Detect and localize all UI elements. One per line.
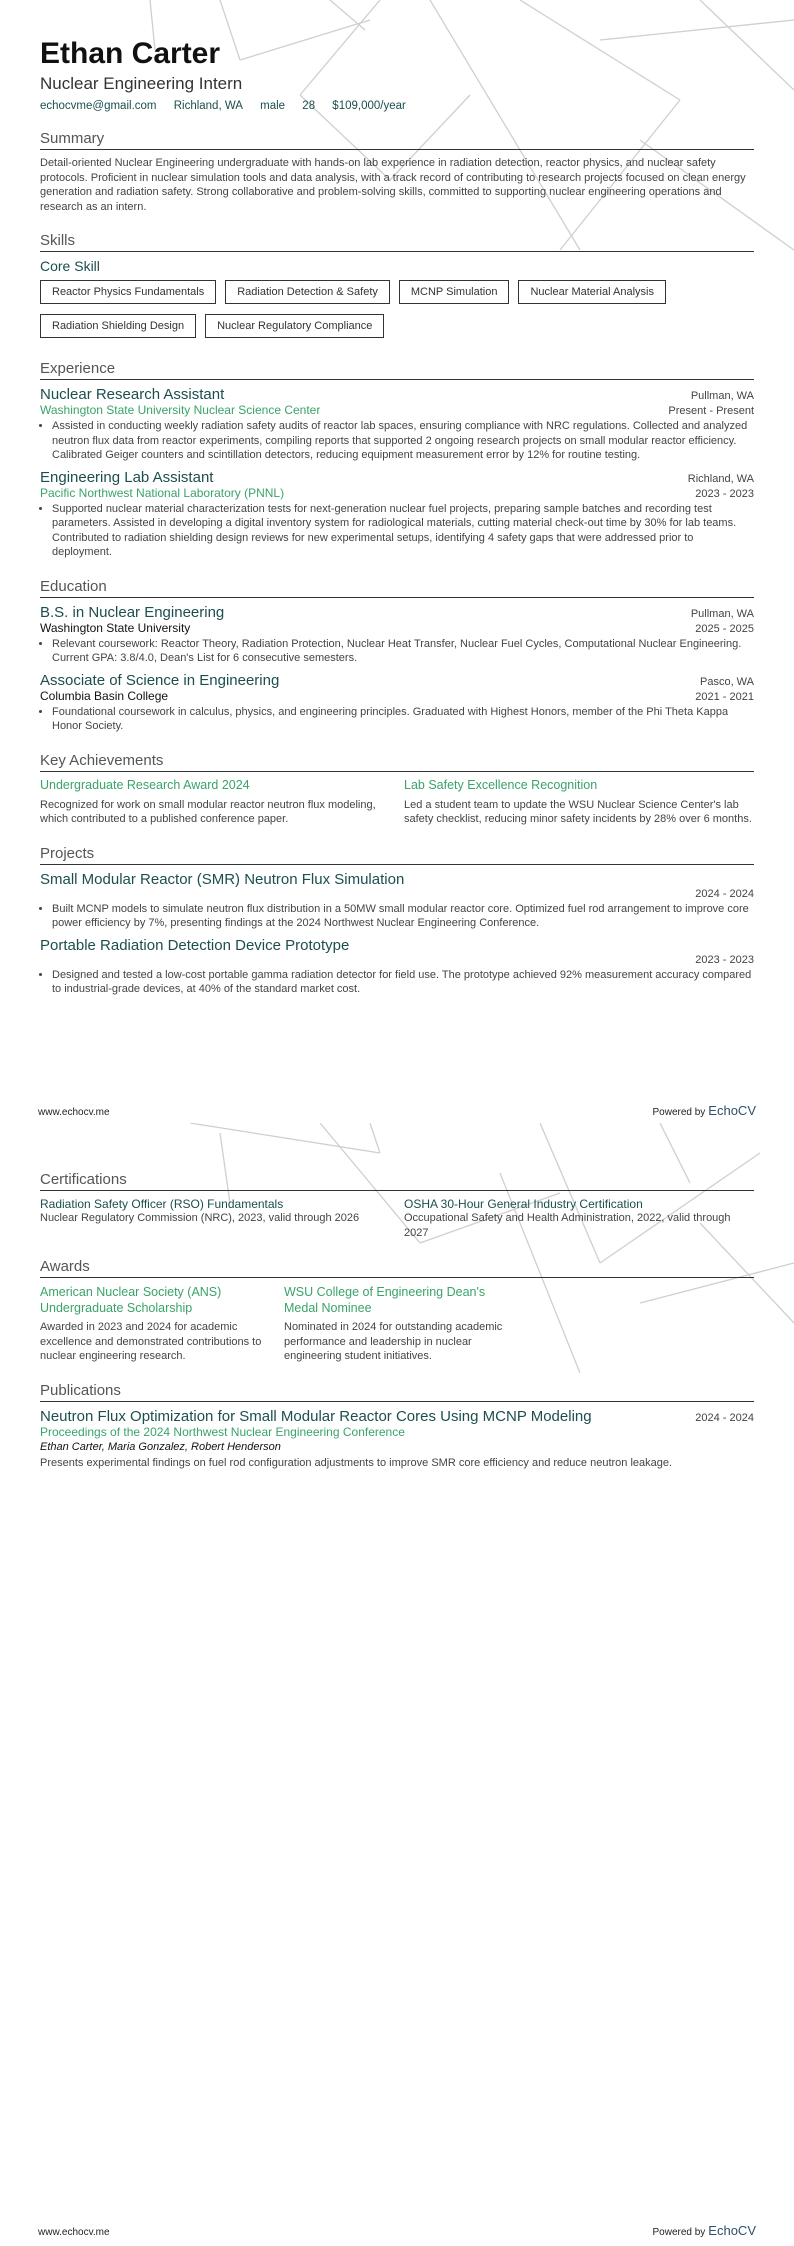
projects-heading: Projects bbox=[40, 845, 754, 865]
experience-item bbox=[40, 469, 754, 560]
achievement-title: Lab Safety Excellence Recognition bbox=[404, 777, 598, 792]
echocv-brand-link[interactable]: EchoCV bbox=[708, 1103, 756, 1118]
experience-location: Pullman, WA bbox=[690, 390, 754, 402]
email-link[interactable]: echocvme@gmail.com bbox=[40, 100, 157, 112]
certification-item bbox=[404, 1197, 754, 1240]
echocv-brand-link[interactable]: EchoCV bbox=[708, 2223, 756, 2238]
award-item bbox=[40, 1284, 270, 1364]
summary-text: Detail-oriented Nuclear Engineering undergraduate with hands-on lab experience in radiation detection, reactor physics, and nuclear safety protocols. Proficient in nuclear simulation tools and data analysis, with a track record of contributing to research projects focused on clean energy generation and radiation safety. Strong collaborative and problem-solving skills, committed to supporting nuclear engineering operations and research as an intern. bbox=[40, 157, 746, 213]
experience-dates: 2023 - 2023 bbox=[695, 487, 754, 500]
education-title: B.S. in Nuclear Engineering bbox=[40, 603, 225, 621]
publication-item bbox=[40, 1408, 754, 1469]
publication-title: Neutron Flux Optimization for Small Modular Reactor Cores Using MCNP Modeling bbox=[40, 1407, 592, 1425]
publication-authors: Ethan Carter, Maria Gonzalez, Robert Henderson bbox=[40, 1440, 281, 1453]
skills-group-title: Core Skill bbox=[40, 258, 100, 274]
experience-org: Washington State University Nuclear Science Center bbox=[40, 403, 321, 417]
achievements-heading: Key Achievements bbox=[40, 752, 754, 772]
publication-venue: Proceedings of the 2024 Northwest Nuclear Engineering Conference bbox=[40, 1424, 405, 1439]
footer-powered bbox=[652, 1103, 756, 1118]
education-item bbox=[40, 604, 754, 666]
page-1-content bbox=[40, 0, 754, 997]
skill-chip: MCNP Simulation bbox=[399, 280, 510, 304]
footer-powered bbox=[652, 2223, 756, 2238]
achievement-title: Undergraduate Research Award 2024 bbox=[40, 777, 250, 792]
project-dates: 2023 - 2023 bbox=[695, 953, 754, 966]
project-item bbox=[40, 871, 754, 931]
page-footer bbox=[38, 1103, 756, 1118]
skill-chip-list bbox=[40, 280, 754, 348]
certification-item bbox=[40, 1197, 390, 1240]
awards-heading: Awards bbox=[40, 1258, 754, 1278]
experience-heading: Experience bbox=[40, 360, 754, 380]
powered-by-text: Powered by bbox=[652, 2227, 706, 2238]
experience-item bbox=[40, 386, 754, 463]
age-text: 28 bbox=[302, 100, 316, 112]
experience-bullet: • Assisted in conducting weekly radiation safety audits of reactor lab spaces, ensuring compliance with NRC regulations. Collected and analyzed neutron flux data from reactor experiments, compiling reports that supported 2 ongoing research projects on small modular reactor efficiency. Calibrated Geiger counters and scintillation detectors, reducing equipment measurement error by 12% for routine testing. bbox=[52, 419, 754, 463]
award-desc: Awarded in 2023 and 2024 for academic excellence and demonstrated contributions to nuclear engineering research. bbox=[40, 1321, 262, 1362]
award-item bbox=[284, 1284, 514, 1364]
experience-title: Engineering Lab Assistant bbox=[40, 468, 214, 486]
powered-by-text: Powered by bbox=[652, 1107, 706, 1118]
education-bullet: • Relevant coursework: Reactor Theory, Radiation Protection, Nuclear Heat Transfer, Nuclear Fuel Cycles, Computational Nuclear Engineering. Current GPA: 3.8/4.0, Dean's List for 6 consecutive semesters. bbox=[52, 637, 754, 666]
skills-heading: Skills bbox=[40, 232, 754, 252]
education-org: Columbia Basin College bbox=[40, 688, 169, 703]
skill-chip: Nuclear Material Analysis bbox=[518, 280, 666, 304]
certification-desc: Occupational Safety and Health Administration, 2022, valid through 2027 bbox=[404, 1212, 731, 1239]
project-bullet: • Designed and tested a low-cost portable gamma radiation detector for field use. The prototype achieved 92% measurement accuracy compared to industrial-grade devices, at 40% of the standard market cost. bbox=[52, 968, 754, 997]
experience-dates: Present - Present bbox=[668, 405, 754, 417]
page-footer bbox=[38, 2223, 756, 2238]
project-bullet: • Built MCNP models to simulate neutron flux distribution in a 50MW small modular reactor core. Optimized fuel rod arrangement to improve core power efficiency by 7%, presenting findings at the 2024 Northwest Nuclear Engineering Conference. bbox=[52, 902, 754, 931]
skill-chip: Reactor Physics Fundamentals bbox=[40, 280, 216, 304]
education-location: Pasco, WA bbox=[700, 675, 754, 688]
project-title: Portable Radiation Detection Device Prototype bbox=[40, 936, 350, 954]
location-text: Richland, WA bbox=[173, 100, 243, 112]
experience-title: Nuclear Research Assistant bbox=[40, 386, 225, 403]
certification-title: Radiation Safety Officer (RSO) Fundamentals bbox=[40, 1197, 284, 1211]
education-heading: Education bbox=[40, 578, 754, 598]
education-item bbox=[40, 672, 754, 734]
award-desc: Nominated in 2024 for outstanding academic performance and leadership in nuclear engineering student initiatives. bbox=[284, 1321, 503, 1362]
achievement-desc: Led a student team to update the WSU Nuclear Science Center's lab safety checklist, reducing minor safety incidents by 28% over 6 months. bbox=[404, 798, 752, 825]
skill-chip: Nuclear Regulatory Compliance bbox=[205, 314, 384, 338]
experience-location: Richland, WA bbox=[687, 472, 754, 485]
achievement-item bbox=[40, 778, 390, 827]
footer-site-link[interactable]: www.echocv.me bbox=[38, 2227, 110, 2238]
candidate-role: Nuclear Engineering Intern bbox=[40, 74, 243, 93]
experience-bullets bbox=[40, 419, 754, 463]
project-dates: 2024 - 2024 bbox=[695, 887, 754, 900]
education-bullet: • Foundational coursework in calculus, physics, and engineering principles. Graduated with Highest Honors, member of the Phi Theta Kappa Honor Society. bbox=[52, 705, 754, 734]
skill-chip: Radiation Shielding Design bbox=[40, 314, 196, 338]
summary-heading: Summary bbox=[40, 130, 754, 150]
candidate-name: Ethan Carter bbox=[40, 37, 221, 70]
project-bullets bbox=[40, 902, 754, 931]
certification-desc: Nuclear Regulatory Commission (NRC), 2023, valid through 2026 bbox=[40, 1212, 360, 1224]
salary-text: $109,000/year bbox=[332, 100, 406, 112]
project-item bbox=[40, 937, 754, 997]
education-dates: 2021 - 2021 bbox=[695, 690, 754, 703]
awards-list bbox=[40, 1284, 754, 1364]
education-bullets bbox=[40, 637, 754, 666]
project-title: Small Modular Reactor (SMR) Neutron Flux Simulation bbox=[40, 870, 405, 888]
page-2-content bbox=[40, 1153, 754, 1469]
education-dates: 2025 - 2025 bbox=[695, 622, 754, 635]
education-bullets bbox=[40, 705, 754, 734]
certifications-heading: Certifications bbox=[40, 1171, 754, 1191]
publications-heading: Publications bbox=[40, 1382, 754, 1402]
experience-bullets bbox=[40, 502, 754, 560]
resume-page-2 bbox=[0, 1123, 794, 2246]
achievement-item bbox=[404, 778, 754, 827]
achievements-list bbox=[40, 778, 754, 827]
education-location: Pullman, WA bbox=[690, 607, 754, 620]
education-org: Washington State University bbox=[40, 620, 191, 635]
education-title: Associate of Science in Engineering bbox=[40, 671, 280, 689]
achievement-desc: Recognized for work on small modular reactor neutron flux modeling, which contributed to a published conference paper. bbox=[40, 798, 376, 825]
project-bullets bbox=[40, 968, 754, 997]
award-title: American Nuclear Society (ANS) Undergraduate Scholarship bbox=[40, 1285, 222, 1315]
footer-site-link[interactable]: www.echocv.me bbox=[38, 1107, 110, 1118]
award-title: WSU College of Engineering Dean's Medal Nominee bbox=[284, 1285, 486, 1315]
skill-chip: Radiation Detection & Safety bbox=[225, 280, 390, 304]
certification-title: OSHA 30-Hour General Industry Certification bbox=[404, 1197, 643, 1211]
publication-desc: Presents experimental findings on fuel rod configuration adjustments to improve SMR core efficiency and reduce neutron leakage. bbox=[40, 1456, 673, 1469]
gender-text: male bbox=[260, 100, 286, 112]
experience-bullet: • Supported nuclear material characterization tests for next-generation nuclear fuel projects, preparing sample batches and recording test parameters. Assisted in developing a digital inventory system for radiological materials, cutting material check-out time by 30% for lab teams. Contributed to radiation shielding design reviews for new experimental setups, identifying 4 safety gaps that were addressed prior to deployment. bbox=[52, 502, 754, 560]
publication-dates: 2024 - 2024 bbox=[695, 1411, 754, 1424]
certifications-list bbox=[40, 1197, 754, 1240]
experience-org: Pacific Northwest National Laboratory (PNNL) bbox=[40, 485, 285, 500]
contact-line bbox=[40, 100, 754, 112]
